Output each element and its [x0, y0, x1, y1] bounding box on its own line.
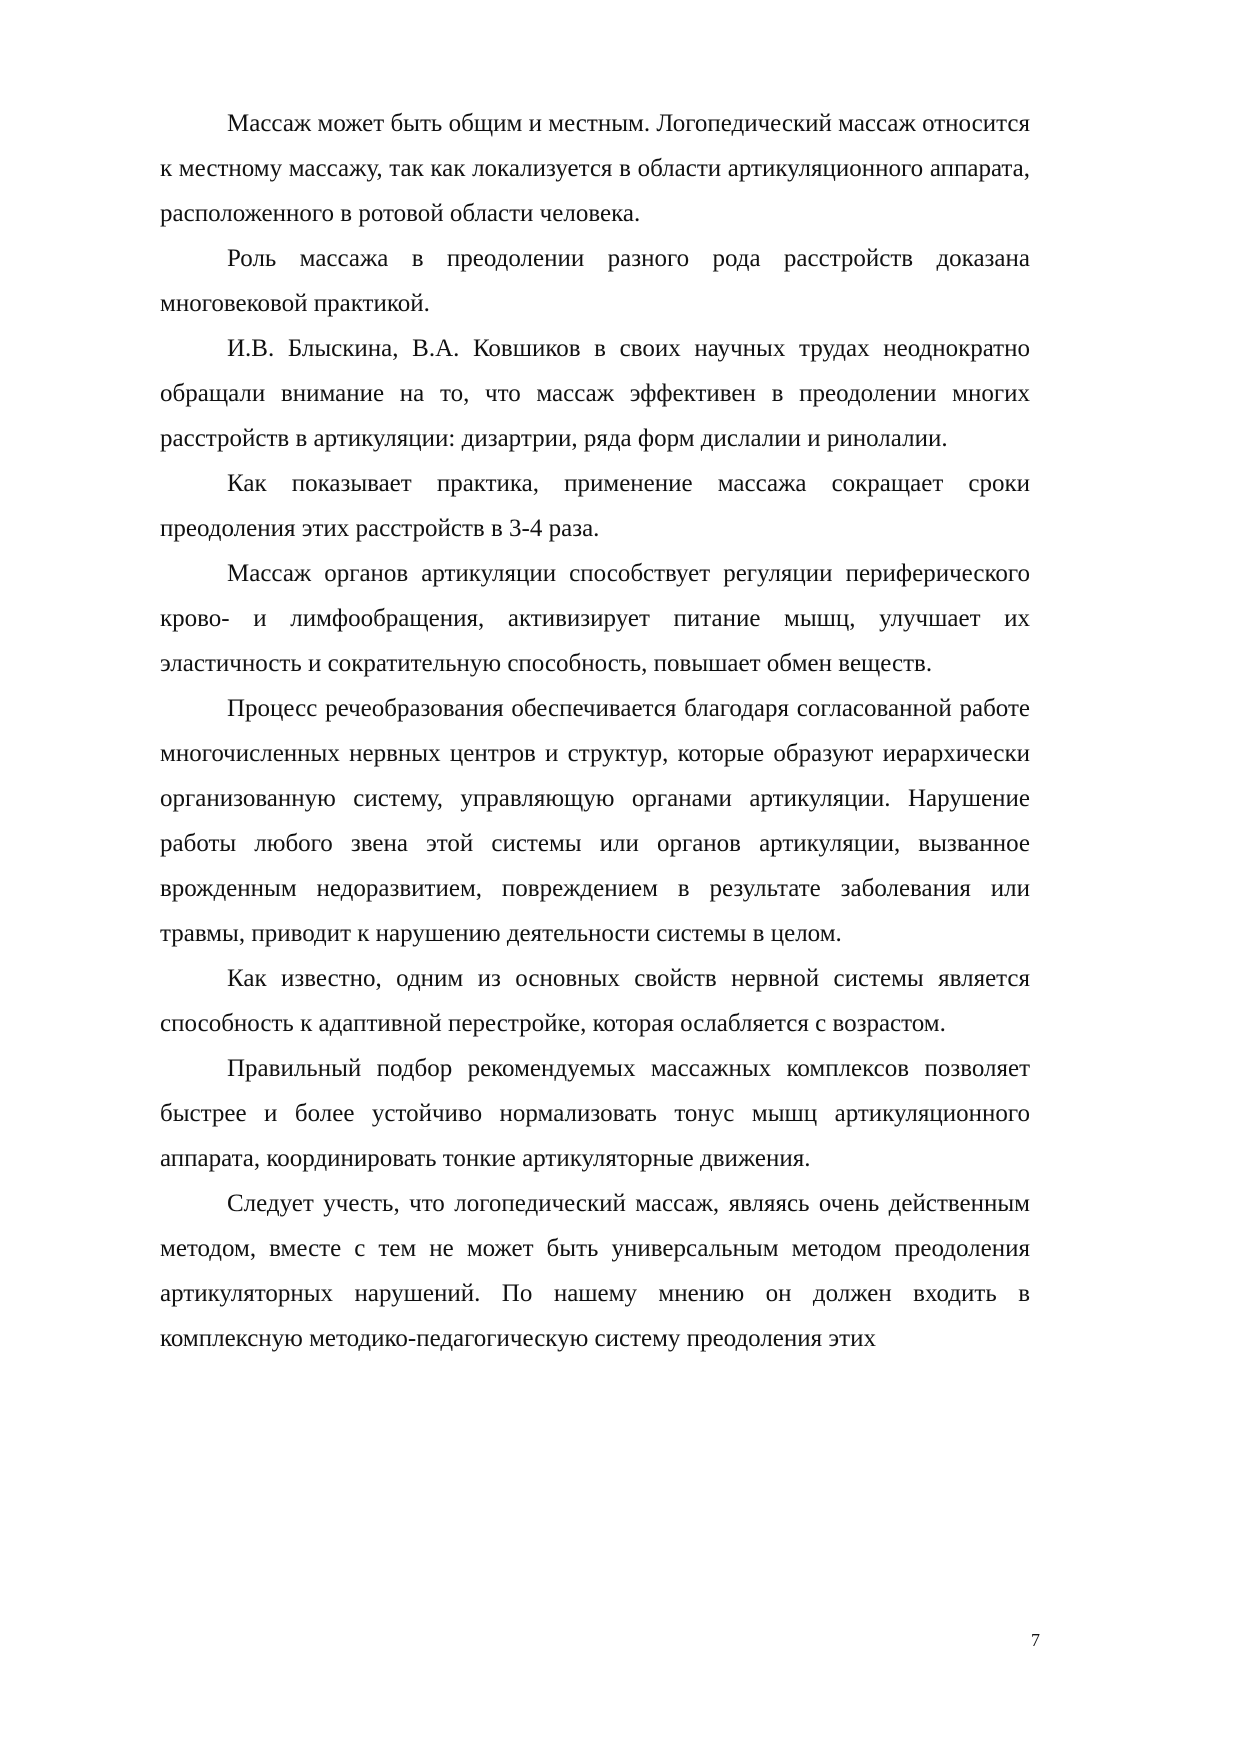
document-body: [160, 101, 1030, 1361]
paragraph-speech-formation: Процесс речеобразования обеспечивается благодаря согласованной работе многочисленных нервных центров и структур, которые образуют иерархически организованную систему, управляющую органами артикуляции. Нарушение работы любого звена этой системы или органов артикуляции, вызванное врожденным недоразвитием, повреждением в результате заболевания или травмы, приводит к нарушению деятельности системы в целом.: [160, 695, 1030, 947]
paragraph-massage-complexes: Правильный подбор рекомендуемых массажных комплексов позволяет быстрее и более устойчиво нормализовать тонус мышц артикуляционного аппарата, координировать тонкие артикуляторные движения.: [160, 1055, 1030, 1172]
paragraph-massage-role: Роль массажа в преодолении разного рода расстройств доказана многовековой практикой.: [160, 245, 1030, 317]
paragraph-articulation-massage: Массаж органов артикуляции способствует регуляции периферического крово- и лимфообращения, активизирует питание мышц, улучшает их эластичность и сократительную способность, повышает обмен веществ.: [160, 560, 1030, 677]
paragraph-researchers: И.В. Блыскина, В.А. Ковшиков в своих научных трудах неоднократно обращали внимание на то, что массаж эффективен в преодолении многих расстройств в артикуляции: дизартрии, ряда форм дислалии и ринолалии.: [160, 335, 1030, 452]
paragraph-universal-method: Следует учесть, что логопедический массаж, являясь очень действенным методом, вместе с тем не может быть универсальным методом преодоления артикуляторных нарушений. По нашему мнению он должен входить в комплексную методико-педагогическую систему преодоления этих: [160, 1190, 1030, 1352]
paragraph-practice: Как показывает практика, применение массажа сокращает сроки преодоления этих расстройств в 3-4 раза.: [160, 470, 1030, 542]
page-number: 7: [1031, 1630, 1040, 1650]
paragraph-massage-types: Массаж может быть общим и местным. Логопедический массаж относится к местному массажу, так как локализуется в области артикуляционного аппарата, расположенного в ротовой области человека.: [160, 110, 1030, 227]
paragraph-nervous-system: Как известно, одним из основных свойств нервной системы является способность к адаптивной перестройке, которая ослабляется с возрастом.: [160, 965, 1030, 1037]
